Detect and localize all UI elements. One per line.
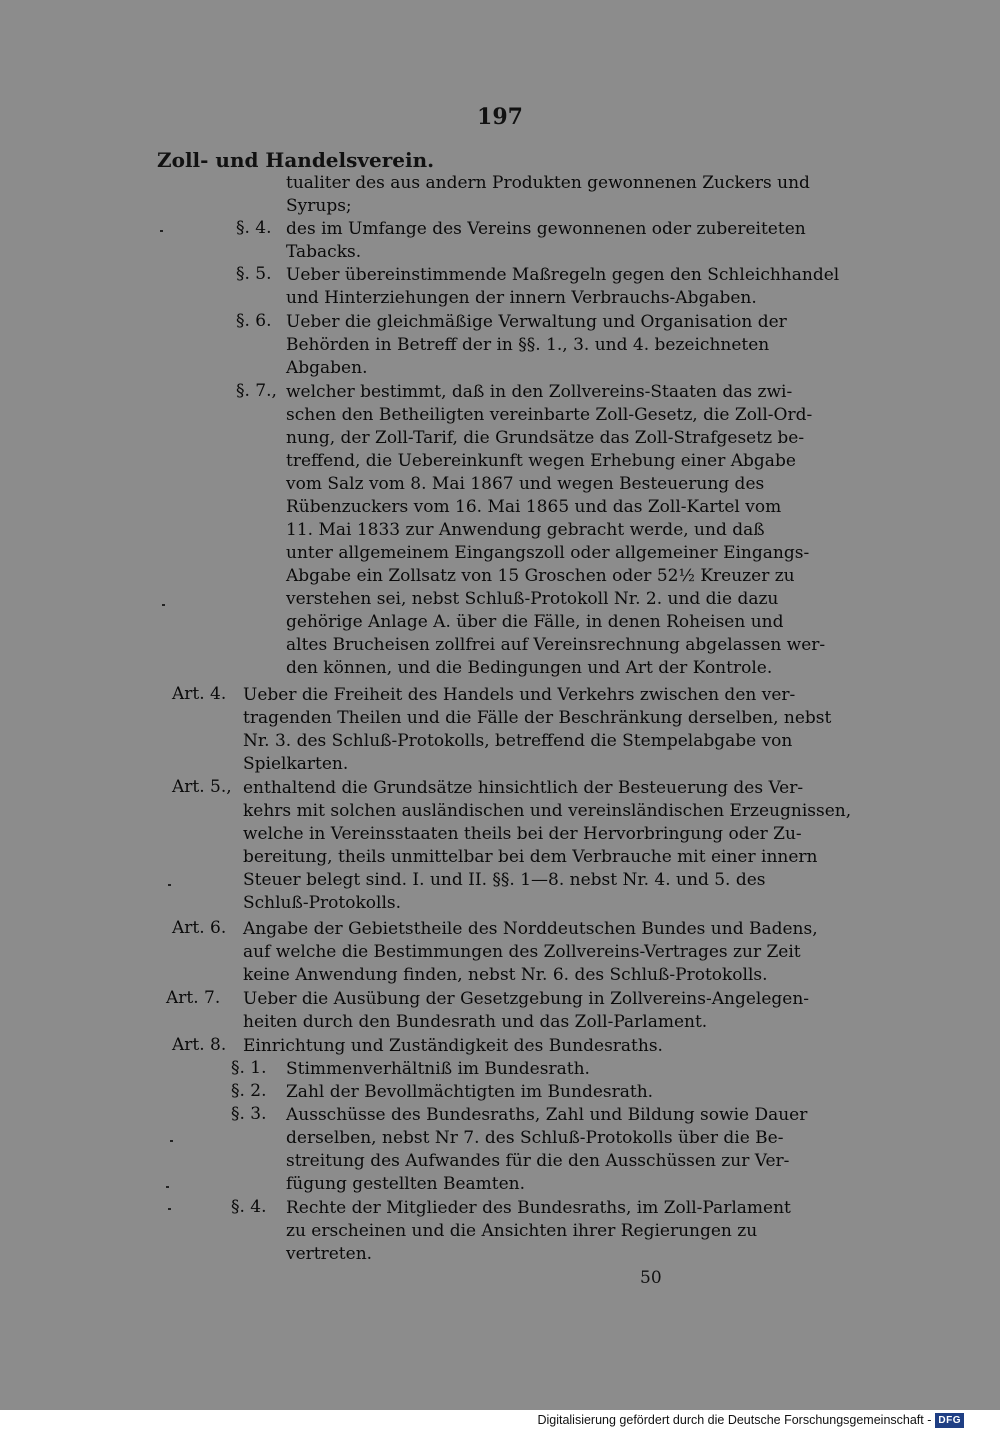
section-label: §. 1. — [231, 1058, 267, 1078]
section-text — [286, 1104, 808, 1196]
digitization-footer — [537, 1410, 964, 1430]
section-text — [286, 264, 840, 310]
section-label: §. 4. — [231, 1197, 267, 1217]
section-text — [286, 1081, 718, 1104]
text-line: welche in Vereinsstaaten theils bei der Hervorbringung oder Zu- — [243, 824, 802, 844]
text-line: Zahl der Bevollmächtigten im Bundesrath. — [286, 1082, 654, 1102]
text-line: unter allgemeinem Eingangszoll oder allgemeiner Eingangs- — [286, 543, 810, 563]
section-label: §. 2. — [231, 1081, 267, 1101]
section-label: §. 3. — [231, 1104, 267, 1124]
text-line: Abgaben. — [286, 358, 368, 378]
signature-mark: 50 — [640, 1268, 662, 1288]
section-text — [286, 1058, 718, 1081]
article-label: Art. 4. — [172, 684, 227, 704]
article-text — [243, 1035, 718, 1058]
running-head: Zoll- und Handelsverein. — [157, 148, 435, 172]
text-line: 11. Mai 1833 zur Anwendung gebracht werde, und daß — [286, 520, 765, 540]
text-line: bereitung, theils unmittelbar bei dem Verbrauche mit einer innern — [243, 847, 818, 867]
scan-speck — [160, 230, 163, 232]
text-line: nung, der Zoll-Tarif, die Grundsätze das Zoll-Strafgesetz be- — [286, 428, 805, 448]
article-label: Art. 6. — [172, 918, 227, 938]
text-line: Ueber die gleichmäßige Verwaltung und Organisation der — [286, 312, 787, 332]
footer-credit-text: Digitalisierung gefördert durch die Deutsche Forschungsgemeinschaft - — [537, 1413, 932, 1427]
text-line: zu erscheinen und die Ansichten ihrer Regierungen zu — [286, 1221, 758, 1241]
article-label: Art. 8. — [172, 1035, 227, 1055]
text-line: Ueber die Freiheit des Handels und Verkehrs zwischen den ver- — [243, 685, 796, 705]
text-line: den können, und die Bedingungen und Art der Kontrole. — [286, 658, 773, 678]
text-line: vertreten. — [286, 1244, 373, 1264]
text-line: und Hinterziehungen der innern Verbrauchs-Abgaben. — [286, 288, 757, 308]
text-line: Einrichtung und Zuständigkeit des Bundesraths. — [243, 1036, 663, 1056]
section-text — [286, 218, 806, 264]
text-line: kehrs mit solchen ausländischen und vereinsländischen Erzeugnissen, — [243, 801, 852, 821]
text-line: Abgabe ein Zollsatz von 15 Groschen oder 52½ Kreuzer zu — [286, 566, 795, 586]
section-text — [286, 381, 826, 680]
article-text — [243, 918, 818, 987]
section-label: §. 7., — [236, 381, 277, 401]
article-label: Art. 5., — [172, 777, 232, 797]
text-line: altes Brucheisen zollfrei auf Vereinsrechnung abgelassen wer- — [286, 635, 826, 655]
text-line: des im Umfange des Vereins gewonnenen oder zubereiteten — [286, 219, 806, 239]
scan-speck — [168, 884, 171, 886]
text-line: verstehen sei, nebst Schluß-Protokoll Nr. 2. und die dazu — [286, 589, 779, 609]
text-line: gehörige Anlage A. über die Fälle, in denen Roheisen und — [286, 612, 784, 632]
section-label: §. 4. — [236, 218, 272, 238]
text-line: Stimmenverhältniß im Bundesrath. — [286, 1059, 590, 1079]
text-line: treffend, die Uebereinkunft wegen Erhebung einer Abgabe — [286, 451, 796, 471]
scan-speck — [166, 1186, 169, 1188]
article-text — [243, 777, 852, 915]
text-line: vom Salz vom 8. Mai 1867 und wegen Besteuerung des — [286, 474, 765, 494]
text-line: Spielkarten. — [243, 754, 349, 774]
section-text — [286, 1197, 791, 1266]
text-line: Ueber übereinstimmende Maßregeln gegen den Schleichhandel — [286, 265, 840, 285]
text-line: schen den Betheiligten vereinbarte Zoll-Gesetz, die Zoll-Ord- — [286, 405, 813, 425]
scan-speck — [170, 1140, 173, 1142]
scan-speck — [168, 1208, 171, 1210]
text-line: Schluß-Protokolls. — [243, 893, 402, 913]
text-line: enthaltend die Grundsätze hinsichtlich der Besteuerung des Ver- — [243, 778, 804, 798]
article-text — [243, 988, 810, 1034]
section-label: §. 5. — [236, 264, 272, 284]
scan-speck — [162, 604, 165, 606]
text-line: fügung gestellten Beamten. — [286, 1174, 526, 1194]
text-line: Tabacks. — [286, 242, 362, 262]
text-line: Ueber die Ausübung der Gesetzgebung in Zollvereins-Angelegen- — [243, 989, 810, 1009]
dfg-logo: DFG — [935, 1413, 964, 1428]
text-line: tragenden Theilen und die Fälle der Beschränkung derselben, nebst — [243, 708, 832, 728]
text-line: heiten durch den Bundesrath und das Zoll-Parlament. — [243, 1012, 708, 1032]
text-line: Rechte der Mitglieder des Bundesraths, im Zoll-Parlament — [286, 1198, 791, 1218]
text-line: streitung des Aufwandes für die den Ausschüssen zur Ver- — [286, 1151, 790, 1171]
text-line: welcher bestimmt, daß in den Zollvereins-Staaten das zwi- — [286, 382, 793, 402]
text-line: keine Anwendung finden, nebst Nr. 6. des Schluß-Protokolls. — [243, 965, 768, 985]
text-line: derselben, nebst Nr 7. des Schluß-Protokolls über die Be- — [286, 1128, 784, 1148]
text-line: Behörden in Betreff der in §§. 1., 3. und 4. bezeichneten — [286, 335, 770, 355]
text-line: Ausschüsse des Bundesraths, Zahl und Bildung sowie Dauer — [286, 1105, 808, 1125]
text-line: tualiter des aus andern Produkten gewonnenen Zuckers und — [286, 173, 810, 193]
intro-paragraph — [286, 172, 810, 218]
section-text — [286, 311, 787, 380]
text-line: Angabe der Gebietstheile des Norddeutschen Bundes und Badens, — [243, 919, 818, 939]
article-text — [243, 684, 832, 776]
text-line: Syrups; — [286, 196, 352, 216]
page-number: 197 — [477, 104, 523, 130]
text-line: Rübenzuckers vom 16. Mai 1865 und das Zoll-Kartel vom — [286, 497, 782, 517]
article-label: Art. 7. — [166, 988, 221, 1008]
section-label: §. 6. — [236, 311, 272, 331]
text-line: Nr. 3. des Schluß-Protokolls, betreffend die Stempelabgabe von — [243, 731, 793, 751]
text-line: auf welche die Bestimmungen des Zollvereins-Vertrages zur Zeit — [243, 942, 801, 962]
text-line: Steuer belegt sind. I. und II. §§. 1—8. nebst Nr. 4. und 5. des — [243, 870, 766, 890]
